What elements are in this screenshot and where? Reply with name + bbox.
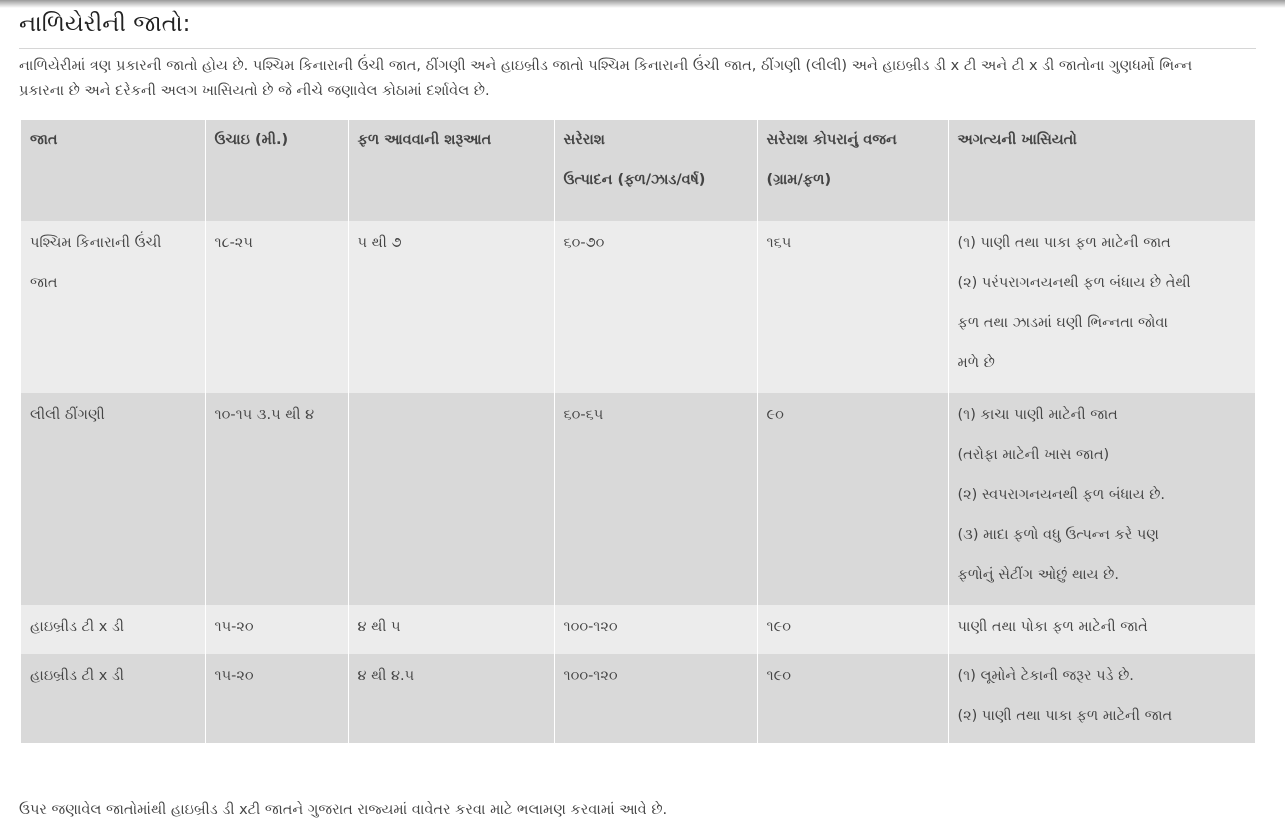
cell-features (948, 654, 1255, 743)
header-text: સરેરાશ કોપરાનું વજન (766, 132, 897, 148)
cell-height: ૧૫-૨૦ (205, 605, 348, 654)
cell-features (948, 605, 1255, 654)
cell-bearing-start: ૪ થી ૫ (348, 605, 554, 654)
cell-yield: ૬૦-૬૫ (554, 393, 757, 605)
cell-variety (21, 654, 205, 743)
feature-line: (૧) લૂમોને ટેકાની જરૂર પડે છે. (957, 668, 1134, 684)
header-text: ઉચાઇ (મી.) (214, 132, 289, 148)
footer-note: ઉપર જણાવેલ જાતોમાંથી હાઇબ્રીડ ડી xટી જાતને ગુજરાત રાજ્યમાં વાવેતર કરવા માટે ભલામણ કરવામાં આવે છે. (19, 802, 668, 818)
header-height (205, 120, 348, 221)
top-shadow (0, 0, 1285, 8)
cell-height: ૧૮-૨૫ (205, 221, 348, 393)
feature-line: (૨) સ્વપરાગનયનથી ફળ બંધાય છે. (957, 487, 1166, 503)
cell-yield: ૬૦-૭૦ (554, 221, 757, 393)
feature-line: (૩) માદા ફળો વધુ ઉત્પન્ન કરે પણ (957, 527, 1159, 543)
cell-text: હાઇબ્રીડ ટી x ડી (30, 668, 125, 684)
feature-line: ફળોનું સેટીંગ ઓછું થાય છે. (957, 567, 1119, 583)
header-text: (ગ્રામ/ફળ) (766, 172, 832, 188)
feature-line: ફળ તથા ઝાડમાં ઘણી ભિન્નતા જોવા (957, 315, 1168, 331)
header-text: અગત્યની ખાસિયતો (957, 132, 1077, 148)
feature-line: (૧) પાણી તથા પાકા ફળ માટેની જાત (957, 235, 1171, 251)
cell-copra-weight: ૧૬૫ (757, 221, 948, 393)
cell-variety (21, 605, 205, 654)
header-text: જાત (30, 132, 58, 148)
intro-paragraph (19, 54, 1259, 104)
table-row (21, 393, 1255, 605)
cell-variety (21, 221, 205, 393)
feature-line: પાણી તથા પોકા ફળ માટેની જાતે (957, 619, 1148, 635)
header-copra-weight (757, 120, 948, 221)
cell-copra-weight: ૧૯૦ (757, 605, 948, 654)
table-row (21, 221, 1255, 393)
cell-features (948, 393, 1255, 605)
cell-bearing-start: ૪ થી ૪.૫ (348, 654, 554, 743)
cell-height: ૧૫-૨૦ (205, 654, 348, 743)
feature-line: (તરોફા માટેની ખાસ જાત) (957, 447, 1110, 463)
table-row (21, 605, 1255, 654)
feature-line: (૨) પરંપરાગનયનથી ફળ બંધાય છે તેથી (957, 275, 1191, 291)
header-yield (554, 120, 757, 221)
cell-text: લીલી ઠીંગણી (30, 407, 105, 423)
header-features (948, 120, 1255, 221)
cell-copra-weight: ૯૦ (757, 393, 948, 605)
cell-variety (21, 393, 205, 605)
table-row (21, 654, 1255, 743)
cell-yield: ૧૦૦-૧૨૦ (554, 654, 757, 743)
page-title: નાળિયેરીની જાતો: (19, 8, 1256, 49)
feature-line: મળે છે (957, 355, 995, 371)
header-bearing-start (348, 120, 554, 221)
cell-features (948, 221, 1255, 393)
header-text: ઉત્પાદન (ફળ/ઝાડ/વર્ષ) (563, 172, 706, 188)
table-header-row (21, 120, 1255, 221)
intro-line: નાળિયેરીમાં ત્રણ પ્રકારની જાતો હોય છે. પશ્ચિમ કિનારાની ઉંચી જાત, ઠીંગણી અને હાઇબ્રીડ જાતો પશ્ચિમ કિનારાની ઉંચી જાત, ઠીંગણી (લીલી) અને હાઇબ્રીડ ડી x ટી અને ટી x ડી જાતોના ગુણધર્મો ભિન્ન (19, 58, 1193, 74)
cell-text: જાત (30, 275, 58, 291)
coconut-varieties-table (21, 120, 1255, 743)
intro-line: પ્રકારના છે અને દરેકની અલગ ખાસિયતો છે જે નીચે જણાવેલ કોઠામાં દર્શાવેલ છે. (19, 83, 490, 99)
cell-yield: ૧૦૦-૧૨૦ (554, 605, 757, 654)
cell-copra-weight: ૧૯૦ (757, 654, 948, 743)
cell-text: પશ્ચિમ કિનારાની ઉંચી (30, 235, 162, 251)
header-text: ફળ આવવાની શરૂઆત (357, 132, 492, 148)
cell-bearing-start: ૫ થી ૭ (348, 221, 554, 393)
feature-line: (૨) પાણી તથા પાકા ફળ માટેની જાત (957, 708, 1173, 724)
cell-bearing-start (348, 393, 554, 605)
feature-line: (૧) કાચા પાણી માટેની જાત (957, 407, 1118, 423)
cell-text: હાઇબ્રીડ ટી x ડી (30, 619, 125, 635)
cell-height: ૧૦-૧૫ ૩.૫ થી ૪ (205, 393, 348, 605)
header-variety (21, 120, 205, 221)
header-text: સરેરાશ (563, 132, 605, 148)
